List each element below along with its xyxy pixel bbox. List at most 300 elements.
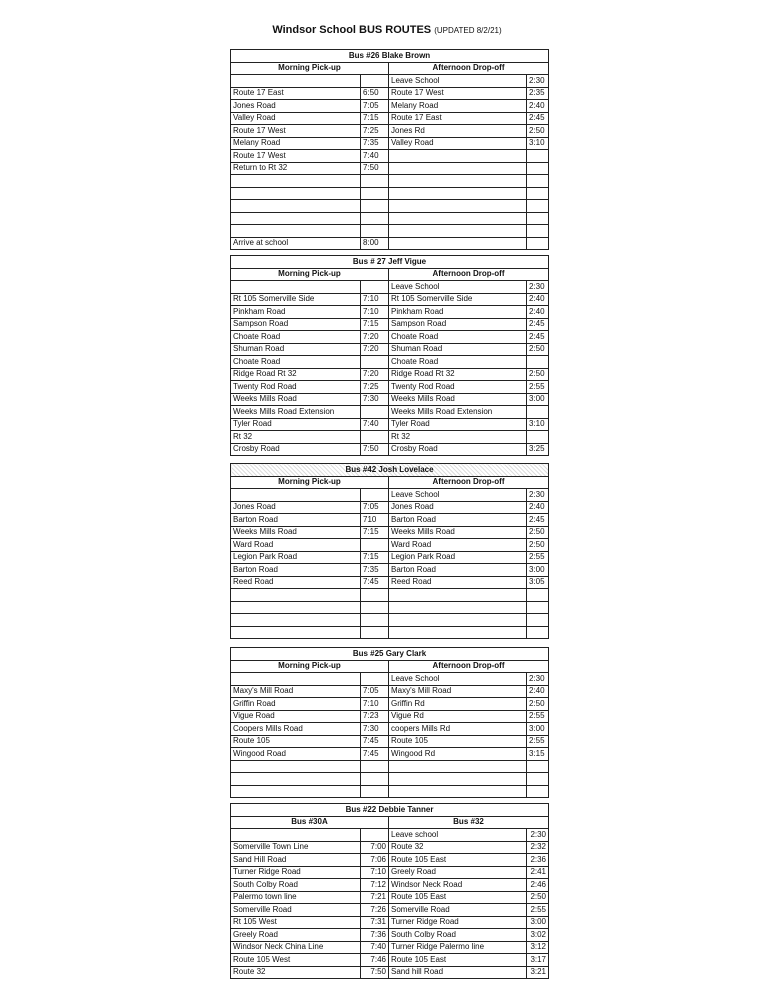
pickup-time: 7:30 [361, 393, 389, 406]
pickup-stop: Return to Rt 32 [231, 162, 361, 175]
dropoff-stop: Weeks Mills Road Extension [389, 406, 527, 419]
table-row [231, 514, 549, 527]
dropoff-stop: Melany Road [389, 100, 527, 113]
dropoff-time: 3:21 [527, 966, 549, 979]
dropoff-stop: Leave School [389, 281, 527, 294]
dropoff-time: 2:40 [527, 306, 549, 319]
pickup-stop: Weeks Mills Road [231, 526, 361, 539]
table-row [231, 564, 549, 577]
dropoff-time [527, 785, 549, 798]
route-name: Bus #25 Gary Clark [231, 648, 549, 661]
pickup-time: 7:45 [361, 735, 389, 748]
route-table [230, 463, 549, 639]
dropoff-stop [389, 237, 527, 250]
table-row [231, 418, 549, 431]
left-column-header: Morning Pick-up [231, 476, 389, 489]
title-main: Windsor School BUS ROUTES [272, 24, 432, 36]
pickup-stop [231, 75, 361, 88]
dropoff-time [527, 225, 549, 238]
table-row [231, 626, 549, 639]
dropoff-time: 3:00 [527, 393, 549, 406]
pickup-stop: Twenty Rod Road [231, 381, 361, 394]
table-row [231, 829, 549, 842]
pickup-stop: Barton Road [231, 564, 361, 577]
pickup-stop [231, 225, 361, 238]
table-row [231, 773, 549, 786]
pickup-time [361, 489, 389, 502]
pickup-time: 7:35 [361, 564, 389, 577]
left-column-header: Bus #30A [231, 816, 389, 829]
table-row [231, 343, 549, 356]
pickup-stop [231, 212, 361, 225]
pickup-time: 7:15 [361, 526, 389, 539]
pickup-time: 7:20 [361, 331, 389, 344]
dropoff-time: 2:40 [527, 100, 549, 113]
route-name: Bus #26 Blake Brown [231, 50, 549, 63]
dropoff-stop [389, 187, 527, 200]
dropoff-stop: Greely Road [389, 866, 527, 879]
dropoff-time: 3:12 [527, 941, 549, 954]
pickup-time [361, 431, 389, 444]
pickup-stop: Vigue Road [231, 710, 361, 723]
table-row [231, 576, 549, 589]
table-row [231, 200, 549, 213]
table-row [231, 526, 549, 539]
column-header-row [231, 816, 549, 829]
pickup-time: 7:00 [361, 841, 389, 854]
left-column-header: Morning Pick-up [231, 268, 389, 281]
pickup-time: 7:45 [361, 576, 389, 589]
pickup-stop: Ridge Road Rt 32 [231, 368, 361, 381]
dropoff-stop: Sampson Road [389, 318, 527, 331]
left-column-header: Morning Pick-up [231, 660, 389, 673]
table-row [231, 614, 549, 627]
route-header-row [231, 256, 549, 269]
dropoff-stop: Vigue Rd [389, 710, 527, 723]
pickup-stop: Route 105 [231, 735, 361, 748]
dropoff-time: 2:35 [527, 87, 549, 100]
dropoff-time [527, 187, 549, 200]
dropoff-time: 2:40 [527, 501, 549, 514]
dropoff-stop [389, 589, 527, 602]
route-table [230, 803, 549, 979]
table-row [231, 162, 549, 175]
table-row [231, 698, 549, 711]
dropoff-time [527, 614, 549, 627]
column-header-row [231, 268, 549, 281]
table-row [231, 175, 549, 188]
pickup-time: 7:20 [361, 368, 389, 381]
dropoff-stop: Twenty Rod Road [389, 381, 527, 394]
dropoff-stop: Route 17 East [389, 112, 527, 125]
pickup-stop: Somerville Road [231, 904, 361, 917]
pickup-time: 7:40 [361, 418, 389, 431]
dropoff-stop [389, 773, 527, 786]
dropoff-stop: Griffin Rd [389, 698, 527, 711]
table-row [231, 331, 549, 344]
route-header-row [231, 648, 549, 661]
dropoff-stop [389, 626, 527, 639]
dropoff-stop [389, 175, 527, 188]
dropoff-time [527, 406, 549, 419]
table-row [231, 891, 549, 904]
pickup-time [361, 785, 389, 798]
table-row [231, 393, 549, 406]
pickup-time: 7:05 [361, 685, 389, 698]
dropoff-time: 2:55 [527, 710, 549, 723]
dropoff-stop: coopers Mills Rd [389, 723, 527, 736]
pickup-time: 7:50 [361, 162, 389, 175]
pickup-time: 7:10 [361, 866, 389, 879]
title-updated: (UPDATED 8/2/21) [434, 26, 502, 35]
pickup-stop: Ward Road [231, 539, 361, 552]
dropoff-time [527, 589, 549, 602]
pickup-time: 7:10 [361, 698, 389, 711]
pickup-stop: Maxy's Mill Road [231, 685, 361, 698]
route-header-row [231, 464, 549, 477]
dropoff-time [527, 760, 549, 773]
table-row [231, 501, 549, 514]
dropoff-time: 2:50 [527, 368, 549, 381]
pickup-time [361, 281, 389, 294]
dropoff-stop [389, 162, 527, 175]
pickup-stop: Route 17 West [231, 125, 361, 138]
pickup-stop: Reed Road [231, 576, 361, 589]
pickup-time: 8:00 [361, 237, 389, 250]
dropoff-time: 2:45 [527, 514, 549, 527]
table-row [231, 929, 549, 942]
dropoff-time [527, 212, 549, 225]
pickup-stop: Tyler Road [231, 418, 361, 431]
pickup-time: 7:45 [361, 748, 389, 761]
dropoff-time: 3:00 [527, 723, 549, 736]
dropoff-stop [389, 200, 527, 213]
pickup-stop: Windsor Neck China Line [231, 941, 361, 954]
dropoff-time: 2:30 [527, 489, 549, 502]
pickup-time [361, 626, 389, 639]
table-row [231, 212, 549, 225]
dropoff-time: 2:55 [527, 735, 549, 748]
pickup-stop: Rt 105 Somerville Side [231, 293, 361, 306]
pickup-time: 7:10 [361, 306, 389, 319]
dropoff-stop [389, 150, 527, 163]
dropoff-time: 2:36 [527, 854, 549, 867]
pickup-time: 7:50 [361, 966, 389, 979]
dropoff-stop: Route 105 East [389, 854, 527, 867]
pickup-time: 7:26 [361, 904, 389, 917]
table-row [231, 225, 549, 238]
dropoff-stop: Barton Road [389, 564, 527, 577]
pickup-stop: Legion Park Road [231, 551, 361, 564]
pickup-time: 7:15 [361, 318, 389, 331]
table-row [231, 381, 549, 394]
table-row [231, 685, 549, 698]
pickup-time: 7:12 [361, 879, 389, 892]
dropoff-time: 2:46 [527, 879, 549, 892]
dropoff-time: 2:55 [527, 381, 549, 394]
table-row [231, 125, 549, 138]
dropoff-time: 3:10 [527, 418, 549, 431]
pickup-time [361, 75, 389, 88]
pickup-stop: Griffin Road [231, 698, 361, 711]
route-name: Bus # 27 Jeff Vigue [231, 256, 549, 269]
pickup-time: 7:30 [361, 723, 389, 736]
dropoff-stop [389, 785, 527, 798]
pickup-stop: Pinkham Road [231, 306, 361, 319]
pickup-time: 7:15 [361, 112, 389, 125]
pickup-stop: Sand Hill Road [231, 854, 361, 867]
dropoff-time: 2:30 [527, 673, 549, 686]
dropoff-stop: Rt 32 [389, 431, 527, 444]
dropoff-time [527, 150, 549, 163]
dropoff-stop [389, 225, 527, 238]
pickup-time: 7:05 [361, 501, 389, 514]
route-header-row [231, 804, 549, 817]
dropoff-time: 3:17 [527, 954, 549, 967]
table-row [231, 879, 549, 892]
pickup-time: 7:31 [361, 916, 389, 929]
right-column-header: Afternoon Drop-off [389, 476, 549, 489]
pickup-stop: Wingood Road [231, 748, 361, 761]
pickup-stop [231, 175, 361, 188]
right-column-header: Afternoon Drop-off [389, 268, 549, 281]
dropoff-stop: Ridge Road Rt 32 [389, 368, 527, 381]
pickup-stop: Coopers Mills Road [231, 723, 361, 736]
table-row [231, 368, 549, 381]
table-row [231, 735, 549, 748]
table-row [231, 589, 549, 602]
table-row [231, 406, 549, 419]
pickup-stop: Jones Road [231, 501, 361, 514]
pickup-time [361, 225, 389, 238]
pickup-time: 7:15 [361, 551, 389, 564]
dropoff-stop: Windsor Neck Road [389, 879, 527, 892]
pickup-time [361, 200, 389, 213]
pickup-time [361, 673, 389, 686]
dropoff-time: 2:55 [527, 904, 549, 917]
table-row [231, 966, 549, 979]
pickup-stop: Route 17 East [231, 87, 361, 100]
pickup-stop [231, 187, 361, 200]
table-row [231, 187, 549, 200]
dropoff-time [527, 601, 549, 614]
table-row [231, 306, 549, 319]
dropoff-time [527, 626, 549, 639]
pickup-stop: Turner Ridge Road [231, 866, 361, 879]
pickup-stop: Choate Road [231, 356, 361, 369]
pickup-stop [231, 200, 361, 213]
dropoff-time: 2:32 [527, 841, 549, 854]
pickup-stop: Rt 32 [231, 431, 361, 444]
pickup-stop: Sampson Road [231, 318, 361, 331]
dropoff-stop: Wingood Rd [389, 748, 527, 761]
pickup-stop: Route 17 West [231, 150, 361, 163]
dropoff-stop: Turner Ridge Palermo line [389, 941, 527, 954]
pickup-stop: Choate Road [231, 331, 361, 344]
table-row [231, 866, 549, 879]
dropoff-time: 2:50 [527, 343, 549, 356]
dropoff-stop [389, 601, 527, 614]
pickup-time: 7:36 [361, 929, 389, 942]
pickup-time: 7:20 [361, 343, 389, 356]
table-row [231, 100, 549, 113]
table-row [231, 904, 549, 917]
pickup-time [361, 406, 389, 419]
pickup-stop: Rt 105 West [231, 916, 361, 929]
pickup-stop: Weeks Mills Road [231, 393, 361, 406]
dropoff-time: 3:00 [527, 564, 549, 577]
dropoff-time: 3:10 [527, 137, 549, 150]
pickup-stop: Barton Road [231, 514, 361, 527]
dropoff-stop: Reed Road [389, 576, 527, 589]
dropoff-stop [389, 614, 527, 627]
table-row [231, 137, 549, 150]
dropoff-stop: Choate Road [389, 331, 527, 344]
dropoff-stop: Leave School [389, 75, 527, 88]
pickup-stop: Shuman Road [231, 343, 361, 356]
pickup-time: 7:40 [361, 941, 389, 954]
table-row [231, 431, 549, 444]
dropoff-time: 2:40 [527, 293, 549, 306]
pickup-time [361, 601, 389, 614]
dropoff-time [527, 162, 549, 175]
dropoff-stop: Jones Rd [389, 125, 527, 138]
dropoff-stop: Tyler Road [389, 418, 527, 431]
table-row [231, 150, 549, 163]
pickup-time: 6:50 [361, 87, 389, 100]
dropoff-time [527, 237, 549, 250]
dropoff-time: 2:30 [527, 75, 549, 88]
dropoff-time: 2:45 [527, 331, 549, 344]
table-row [231, 112, 549, 125]
dropoff-stop: Legion Park Road [389, 551, 527, 564]
pickup-stop [231, 785, 361, 798]
pickup-stop: Valley Road [231, 112, 361, 125]
page-title [0, 24, 774, 36]
pickup-time [361, 175, 389, 188]
dropoff-stop [389, 212, 527, 225]
pickup-stop [231, 773, 361, 786]
pickup-stop: Melany Road [231, 137, 361, 150]
dropoff-stop: Route 105 East [389, 954, 527, 967]
pickup-time: 7:35 [361, 137, 389, 150]
pickup-time [361, 589, 389, 602]
dropoff-stop: Maxy's Mill Road [389, 685, 527, 698]
dropoff-stop: Jones Road [389, 501, 527, 514]
dropoff-stop: Somerville Road [389, 904, 527, 917]
pickup-time [361, 773, 389, 786]
dropoff-time: 2:45 [527, 318, 549, 331]
pickup-stop: South Colby Road [231, 879, 361, 892]
pickup-stop [231, 614, 361, 627]
column-header-row [231, 660, 549, 673]
pickup-time: 7:40 [361, 150, 389, 163]
pickup-time: 7:25 [361, 381, 389, 394]
pickup-stop: Crosby Road [231, 443, 361, 456]
table-row [231, 539, 549, 552]
dropoff-time: 3:25 [527, 443, 549, 456]
pickup-stop [231, 626, 361, 639]
dropoff-stop: Turner Ridge Road [389, 916, 527, 929]
pickup-stop: Greely Road [231, 929, 361, 942]
table-row [231, 237, 549, 250]
table-row [231, 281, 549, 294]
dropoff-stop: Weeks Mills Road [389, 526, 527, 539]
dropoff-time: 2:30 [527, 281, 549, 294]
dropoff-stop: Rt 105 Somerville Side [389, 293, 527, 306]
table-row [231, 356, 549, 369]
dropoff-stop: Sand hill Road [389, 966, 527, 979]
dropoff-time [527, 175, 549, 188]
dropoff-time: 3:15 [527, 748, 549, 761]
route-table [230, 49, 549, 250]
pickup-stop: Route 105 West [231, 954, 361, 967]
pickup-time [361, 356, 389, 369]
pickup-time [361, 614, 389, 627]
table-row [231, 551, 549, 564]
pickup-stop: Palermo town line [231, 891, 361, 904]
dropoff-time [527, 431, 549, 444]
pickup-stop: Arrive at school [231, 237, 361, 250]
pickup-time: 7:23 [361, 710, 389, 723]
pickup-time [361, 760, 389, 773]
dropoff-time: 2:30 [527, 829, 549, 842]
pickup-time: 710 [361, 514, 389, 527]
column-header-row [231, 62, 549, 75]
table-row [231, 673, 549, 686]
pickup-time [361, 187, 389, 200]
route-header-row [231, 50, 549, 63]
table-row [231, 954, 549, 967]
table-row [231, 710, 549, 723]
pickup-stop [231, 601, 361, 614]
pickup-time: 7:46 [361, 954, 389, 967]
right-column-header: Afternoon Drop-off [389, 62, 549, 75]
dropoff-stop: Leave School [389, 673, 527, 686]
pickup-stop [231, 589, 361, 602]
pickup-stop [231, 489, 361, 502]
table-row [231, 601, 549, 614]
pickup-time [361, 829, 389, 842]
dropoff-stop: Valley Road [389, 137, 527, 150]
dropoff-stop: Route 32 [389, 841, 527, 854]
dropoff-stop: Ward Road [389, 539, 527, 552]
pickup-time: 7:50 [361, 443, 389, 456]
pickup-stop [231, 281, 361, 294]
dropoff-time: 2:45 [527, 112, 549, 125]
pickup-stop: Route 32 [231, 966, 361, 979]
dropoff-time [527, 356, 549, 369]
dropoff-stop [389, 760, 527, 773]
route-table [230, 647, 549, 798]
table-row [231, 723, 549, 736]
dropoff-time: 2:50 [527, 891, 549, 904]
route-name: Bus #22 Debbie Tanner [231, 804, 549, 817]
column-header-row [231, 476, 549, 489]
dropoff-time: 2:50 [527, 539, 549, 552]
route-name: Bus #42 Josh Lovelace [231, 464, 549, 477]
dropoff-stop: Leave school [389, 829, 527, 842]
dropoff-stop: Route 105 [389, 735, 527, 748]
table-row [231, 293, 549, 306]
route-table [230, 255, 549, 456]
table-row [231, 854, 549, 867]
dropoff-time: 2:50 [527, 698, 549, 711]
right-column-header: Bus #32 [389, 816, 549, 829]
dropoff-time: 2:41 [527, 866, 549, 879]
pickup-time: 7:25 [361, 125, 389, 138]
pickup-time: 7:10 [361, 293, 389, 306]
